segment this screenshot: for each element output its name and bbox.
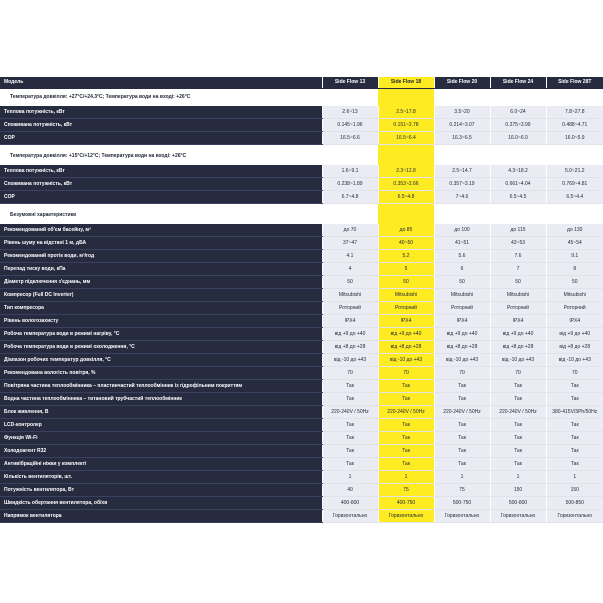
section-spacer-cell (434, 148, 490, 165)
spec-value: IPX4 (490, 315, 546, 328)
section-spacer-cell (490, 89, 546, 107)
spec-value: від +9 до +40 (546, 328, 603, 341)
spec-value: 7~4.6 (434, 191, 490, 204)
spec-value: 7.8~27.8 (546, 106, 603, 119)
spec-value: від +8 до +28 (546, 341, 603, 354)
spec-row (0, 302, 603, 315)
spec-value: 0.375~3.99 (490, 119, 546, 132)
spec-label: Рекомендований об'єм басейну, м³ (0, 224, 322, 237)
spec-value: Mitsubishi (434, 289, 490, 302)
spec-value: 0.214~3.07 (434, 119, 490, 132)
spec-value: IPX4 (546, 315, 603, 328)
spec-value: Так (490, 432, 546, 445)
spec-value: 220-240V / 50Hz (322, 406, 378, 419)
spec-value: Так (434, 445, 490, 458)
spec-value: 40 (322, 484, 378, 497)
spec-value: від -10 до +43 (546, 354, 603, 367)
spec-value: 70 (322, 367, 378, 380)
model-name: Side Flow 24 (490, 77, 546, 89)
spec-value: Так (546, 432, 603, 445)
spec-value: від -10 до +43 (378, 354, 434, 367)
spec-value: Так (546, 458, 603, 471)
spec-value: до 100 (434, 224, 490, 237)
spec-label: COP (0, 191, 322, 204)
spec-row (0, 393, 603, 406)
spec-value: 1 (434, 471, 490, 484)
spec-value: 50 (378, 276, 434, 289)
spec-value: від +9 до +40 (434, 328, 490, 341)
spec-value: Mitsubishi (546, 289, 603, 302)
section-spacer-cell (434, 89, 490, 107)
spec-row (0, 224, 603, 237)
spec-value: Роторний (490, 302, 546, 315)
spec-label: Холодоагент R32 (0, 445, 322, 458)
spec-value: 40~50 (378, 237, 434, 250)
model-header-label: Модель (0, 77, 322, 89)
spec-value: 4.3~18.2 (490, 165, 546, 178)
spec-value: від -10 до +43 (434, 354, 490, 367)
spec-value: Так (434, 432, 490, 445)
spec-value: 4 (322, 263, 378, 276)
spec-value: Так (490, 380, 546, 393)
spec-value: Mitsubishi (378, 289, 434, 302)
section-spacer-cell (378, 148, 434, 165)
spec-value: 5 (378, 263, 434, 276)
spec-row (0, 354, 603, 367)
spec-value: 5.6 (434, 250, 490, 263)
spec-value: 6.7~4.8 (322, 191, 378, 204)
spec-value: IPX4 (378, 315, 434, 328)
spec-value: 380-415V/3Ph/50Hz (546, 406, 603, 419)
spec-row (0, 380, 603, 393)
spec-value: Горизонтально (378, 510, 434, 523)
spec-row (0, 367, 603, 380)
spec-label: Антивібраційні ніжки у комплекті (0, 458, 322, 471)
spec-label: Робоча температура води в режимі нагріву, °C (0, 328, 322, 341)
spec-value: 2.5~14.7 (434, 165, 490, 178)
spec-value: 8 (546, 263, 603, 276)
spec-value: Так (434, 393, 490, 406)
spec-row (0, 458, 603, 471)
spec-value: 7 (490, 263, 546, 276)
spec-value: Так (434, 380, 490, 393)
spec-row (0, 191, 603, 204)
spec-value: від +8 до +28 (490, 341, 546, 354)
spec-value: від -10 до +43 (322, 354, 378, 367)
spec-value: 16.3~6.5 (434, 132, 490, 145)
spec-value: Так (378, 419, 434, 432)
spec-value: Горизонтально (434, 510, 490, 523)
spec-row (0, 276, 603, 289)
spec-value: 0.145~1.96 (322, 119, 378, 132)
spec-value: 0.353~2.66 (378, 178, 434, 191)
spec-label: Блок живлення, В (0, 406, 322, 419)
spec-value: 6.5~4.5 (490, 191, 546, 204)
spec-value: від +9 до +40 (378, 328, 434, 341)
spec-value: Так (490, 393, 546, 406)
spec-value: Роторний (546, 302, 603, 315)
spec-row (0, 471, 603, 484)
section-title-row (0, 89, 603, 107)
spec-label: Повітряна частина теплообмінника – пластинчастий теплообмінник із гідрофільним покриттям (0, 380, 322, 393)
spec-value: Так (378, 380, 434, 393)
spec-value: 16.5~6.6 (322, 132, 378, 145)
spec-label: Компресор (Full DC Inverter) (0, 289, 322, 302)
spec-value: 0.238~1.89 (322, 178, 378, 191)
spec-value: 220-240V / 50Hz (434, 406, 490, 419)
section-spacer-cell (546, 89, 603, 107)
spec-value: Роторний (322, 302, 378, 315)
section-title-row (0, 207, 603, 224)
section-spacer-cell (378, 207, 434, 224)
spec-value: 500-850 (546, 497, 603, 510)
spec-label: Кількість вентиляторів, шт. (0, 471, 322, 484)
spec-label: Напрямок вентилятора (0, 510, 322, 523)
spec-value: 0.661~4.04 (490, 178, 546, 191)
spec-value: Так (490, 419, 546, 432)
spec-label: Рівень шуму на відстані 1 м, дБА (0, 237, 322, 250)
spec-value: Так (434, 458, 490, 471)
spec-value: 5.2 (378, 250, 434, 263)
section-title: Температура довкілля: +15°C/+12°C; Температура води на вході: +26°C (0, 148, 378, 165)
spec-value: від +8 до +28 (378, 341, 434, 354)
spec-value: 220-240V / 50Hz (378, 406, 434, 419)
spec-value: Mitsubishi (490, 289, 546, 302)
spec-row (0, 484, 603, 497)
spec-value: Роторний (378, 302, 434, 315)
spec-value: 50 (546, 276, 603, 289)
spec-value: Mitsubishi (322, 289, 378, 302)
spec-value: 16.5~6.4 (378, 132, 434, 145)
spec-label: Рекомендований протік води, м³/год (0, 250, 322, 263)
spec-row (0, 106, 603, 119)
section-spacer-cell (546, 148, 603, 165)
spec-value: Так (322, 432, 378, 445)
spec-label: Водна частина теплообмінника – титановий трубчастий теплообмінник (0, 393, 322, 406)
spec-value: IPX4 (322, 315, 378, 328)
spec-value: 500-750 (434, 497, 490, 510)
spec-value: 400-800 (322, 497, 378, 510)
spec-value: Так (322, 445, 378, 458)
spec-row (0, 419, 603, 432)
spec-row (0, 165, 603, 178)
spec-label: Теплова потужність, кВт (0, 165, 322, 178)
spec-value: 1 (378, 471, 434, 484)
spec-value: 150 (490, 484, 546, 497)
section-spacer-cell (490, 207, 546, 224)
spec-value: до 115 (490, 224, 546, 237)
spec-row (0, 432, 603, 445)
spec-value: Так (378, 432, 434, 445)
spec-value: Так (490, 458, 546, 471)
spec-value: 6.0~24 (490, 106, 546, 119)
spec-value: 0.488~4.71 (546, 119, 603, 132)
spec-label: COP (0, 132, 322, 145)
spec-value: 7.6 (490, 250, 546, 263)
spec-label: Робоча температура води в режимі охолодження, °C (0, 341, 322, 354)
spec-row (0, 237, 603, 250)
spec-row (0, 510, 603, 523)
spec-value: 220-240V / 50Hz (490, 406, 546, 419)
spec-label: Споживана потужність, кВт (0, 178, 322, 191)
spec-value: Так (546, 380, 603, 393)
spec-row (0, 289, 603, 302)
specification-table (0, 77, 603, 523)
spec-row (0, 119, 603, 132)
spec-value: Горизонтально (322, 510, 378, 523)
section-title: Температура довкілля: +27°C/+24.3°C; Температура води на вході: +26°C (0, 89, 378, 107)
spec-value: до 130 (546, 224, 603, 237)
spec-value: 1.6~9.1 (322, 165, 378, 178)
spec-value: до 85 (378, 224, 434, 237)
spec-value: 6.5~4.8 (378, 191, 434, 204)
spec-value: 75 (434, 484, 490, 497)
spec-label: LCD-контролер (0, 419, 322, 432)
model-name: Side Flow 28T (546, 77, 603, 89)
spec-value: 16.0~5.9 (546, 132, 603, 145)
spec-value: Так (378, 445, 434, 458)
spec-value: 4.1 (322, 250, 378, 263)
spec-value: 150 (546, 484, 603, 497)
spec-value: Так (378, 393, 434, 406)
spec-label: Функція Wi-Fi (0, 432, 322, 445)
spec-value: від +8 до +28 (434, 341, 490, 354)
spec-row (0, 250, 603, 263)
spec-value: 43~53 (490, 237, 546, 250)
spec-value: Так (322, 393, 378, 406)
spec-label: Діапазон робочих температур довкілля, °C (0, 354, 322, 367)
spec-value: 70 (546, 367, 603, 380)
spec-value: Так (322, 419, 378, 432)
model-name: Side Flow 13 (322, 77, 378, 89)
spec-row (0, 497, 603, 510)
spec-value: 70 (378, 367, 434, 380)
spec-label: Споживана потужність, кВт (0, 119, 322, 132)
spec-value: 37~47 (322, 237, 378, 250)
spec-value: IPX4 (434, 315, 490, 328)
spec-value: Так (434, 419, 490, 432)
spec-value: 16.0~6.0 (490, 132, 546, 145)
spec-value: Так (322, 380, 378, 393)
spec-row (0, 406, 603, 419)
spec-label: Рівень вологозахисту (0, 315, 322, 328)
spec-value: 50 (322, 276, 378, 289)
spec-value: Горизонтально (490, 510, 546, 523)
spec-row (0, 315, 603, 328)
spec-value: 9.1 (546, 250, 603, 263)
spec-value: 0.357~3.19 (434, 178, 490, 191)
spec-value: Так (546, 393, 603, 406)
spec-value: до 70 (322, 224, 378, 237)
spec-label: Перепад тиску води, кПа (0, 263, 322, 276)
spec-label: Тип компресора (0, 302, 322, 315)
spec-label: Діаметр підключення з'єднань, мм (0, 276, 322, 289)
spec-value: 0.769~4.81 (546, 178, 603, 191)
spec-value: від -10 до +43 (490, 354, 546, 367)
spec-value: Горизонтально (546, 510, 603, 523)
spec-label: Потужність вентилятора, Вт (0, 484, 322, 497)
spec-value: Так (378, 458, 434, 471)
spec-value: 2.5~17.8 (378, 106, 434, 119)
spec-value: 1 (322, 471, 378, 484)
specification-table-body (0, 77, 603, 523)
spec-value: 400-750 (378, 497, 434, 510)
spec-value: Так (490, 445, 546, 458)
spec-value: від +8 до +28 (322, 341, 378, 354)
spec-value: 3.5~20 (434, 106, 490, 119)
spec-row (0, 328, 603, 341)
section-title-row (0, 148, 603, 165)
spec-value: 0.151~2.78 (378, 119, 434, 132)
section-spacer-cell (490, 148, 546, 165)
spec-value: 50 (434, 276, 490, 289)
spec-row (0, 445, 603, 458)
spec-value: 2.3~12.8 (378, 165, 434, 178)
spec-value: 5.0~21.2 (546, 165, 603, 178)
spec-row (0, 341, 603, 354)
spec-label: Швидкість обертання вентилятора, об/хв (0, 497, 322, 510)
spec-value: 41~51 (434, 237, 490, 250)
spec-label: Рекомендована вологість повітря, % (0, 367, 322, 380)
spec-row (0, 263, 603, 276)
model-name: Side Flow 20 (434, 77, 490, 89)
spec-value: Роторний (434, 302, 490, 315)
spec-value: від +9 до +40 (322, 328, 378, 341)
spec-value: Так (322, 458, 378, 471)
spec-value: 6.5~4.4 (546, 191, 603, 204)
spec-value: Так (546, 445, 603, 458)
section-spacer-cell (434, 207, 490, 224)
spec-value: 75 (378, 484, 434, 497)
spec-row (0, 178, 603, 191)
spec-row (0, 132, 603, 145)
spec-value: 2.6~13 (322, 106, 378, 119)
spec-value: 45~54 (546, 237, 603, 250)
spec-value: 6 (434, 263, 490, 276)
spec-value: 1 (490, 471, 546, 484)
model-name: Side Flow 18 (378, 77, 434, 89)
spec-label: Теплова потужність, кВт (0, 106, 322, 119)
section-spacer-cell (546, 207, 603, 224)
spec-value: 50 (490, 276, 546, 289)
section-title: Безумовні характеристики (0, 207, 378, 224)
spec-value: 70 (434, 367, 490, 380)
spec-value: 70 (490, 367, 546, 380)
spec-value: Так (546, 419, 603, 432)
section-spacer-cell (378, 89, 434, 107)
spec-value: від +9 до +40 (490, 328, 546, 341)
model-header-row (0, 77, 603, 89)
spec-value: 1 (546, 471, 603, 484)
spec-value: 500-800 (490, 497, 546, 510)
